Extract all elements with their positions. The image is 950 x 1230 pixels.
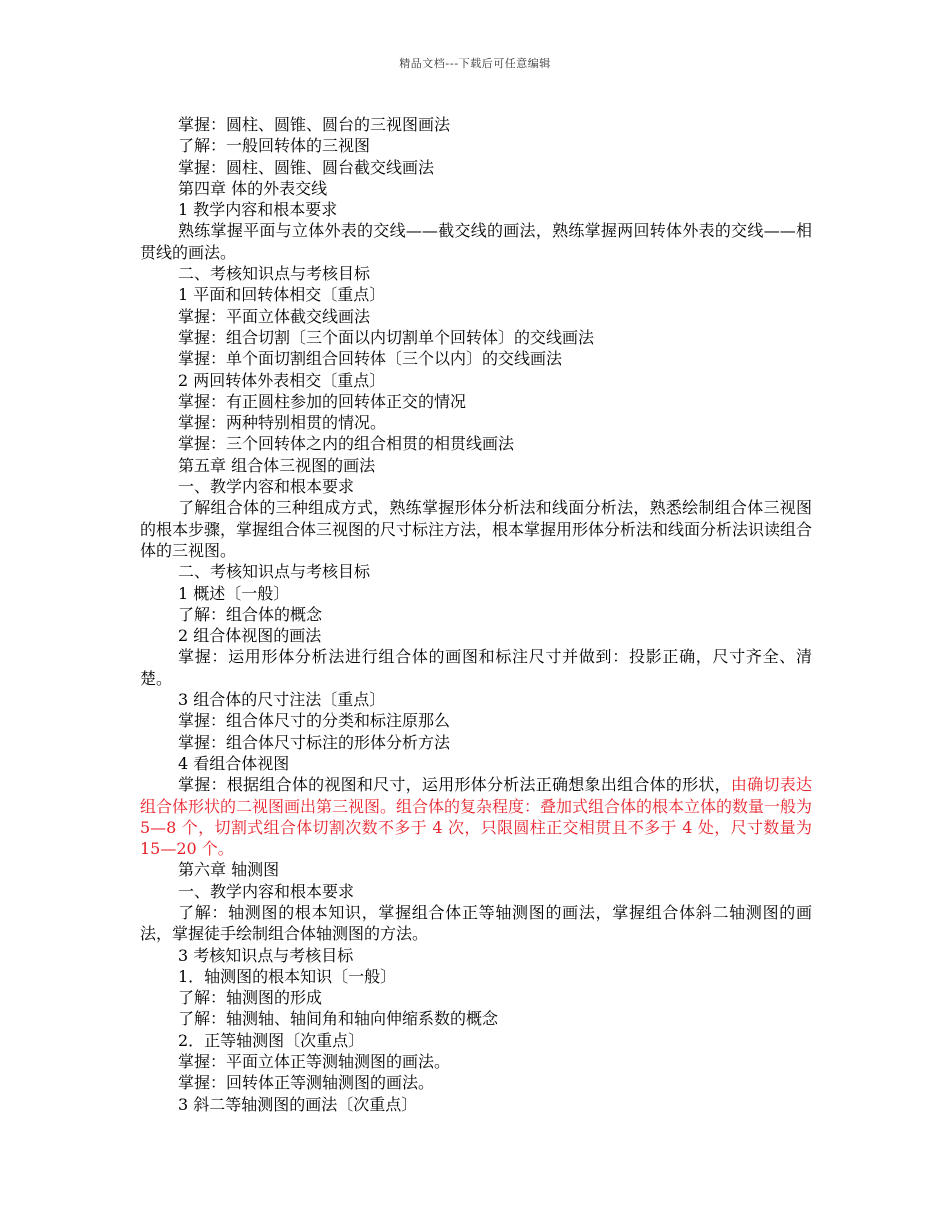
section-heading: 1 教学内容和根本要求	[178, 200, 338, 220]
text-line: 掌握：组合体尺寸的分类和标注原那么	[178, 711, 451, 731]
text-line: 掌握：圆柱、圆锥、圆台的三视图画法	[178, 115, 451, 134]
section-heading: 3 考核知识点与考核目标	[178, 945, 354, 965]
chapter-heading: 第六章 轴测图	[178, 860, 280, 880]
text-line: 了解：一般回转体的三视图	[178, 136, 371, 156]
text-line: 了解：组合体的概念	[178, 604, 323, 624]
text-line: 掌握：组合体尺寸标注的形体分析方法	[178, 732, 451, 752]
section-heading: 一、教学内容和根本要求	[178, 477, 355, 497]
paragraph-text: 掌握：根据组合体的视图和尺寸，运用形体分析法正确想象出组合体的形状，	[178, 775, 731, 795]
subsection-heading: 1 概述〔一般〕	[178, 583, 290, 603]
paragraph-mixed	[140, 774, 812, 859]
text-line: 掌握：回转体正等测轴测图的画法。	[178, 1073, 435, 1093]
text-line: 掌握：有正圆柱参加的回转体正交的情况	[178, 391, 467, 411]
subsection-heading: 1 平面和回转体相交〔重点〕	[178, 285, 386, 305]
text-line: 掌握：单个面切割组合回转体〔三个以内〕的交线画法	[178, 349, 563, 369]
subsection-heading: 2．正等轴测图〔次重点〕	[178, 1030, 365, 1050]
paragraph: 了解组合体的三种组成方式，熟练掌握形体分析法和线面分析法，熟悉绘制组合体三视图的根本步骤，掌握组合体三视图的尺寸标注方法，根本掌握用形体分析法和线面分析法识读组合体的三视图。	[140, 498, 813, 560]
subsection-heading: 3 斜二等轴测图的画法〔次重点〕	[178, 1094, 418, 1114]
document-body	[140, 114, 812, 1115]
chapter-heading: 第五章 组合体三视图的画法	[178, 455, 376, 475]
text-line: 掌握：平面立体正等测轴测图的画法。	[178, 1052, 451, 1072]
subsection-heading: 4 看组合体视图	[178, 753, 290, 773]
text-line: 掌握：平面立体截交线画法	[178, 306, 371, 326]
subsection-heading: 2 组合体视图的画法	[178, 626, 322, 646]
text-line: 掌握：两种特别相贯的情况。	[178, 413, 387, 433]
section-heading: 二、考核知识点与考核目标	[178, 562, 371, 582]
subsection-heading: 3 组合体的尺寸注法〔重点〕	[178, 690, 386, 710]
subsection-heading: 1．轴测图的根本知识〔一般〕	[178, 966, 397, 986]
text-line: 掌握：组合切割〔三个面以内切割单个回转体〕的交线画法	[178, 327, 595, 347]
text-line: 掌握：三个回转体之内的组合相贯的相贯线画法	[178, 434, 515, 454]
paragraph: 熟练掌握平面与立体外表的交线——截交线的画法，熟练掌握两回转体外表的交线——相贯线的画法。	[140, 221, 812, 262]
paragraph: 了解：轴测图的根本知识，掌握组合体正等轴测图的画法，掌握组合体斜二轴测图的画法，掌握徒手绘制组合体轴测图的方法。	[140, 902, 812, 944]
text-line: 了解：轴测图的形成	[178, 988, 323, 1008]
page-header: 精品文档---下载后可任意编辑	[399, 57, 551, 70]
subsection-heading: 2 两回转体外表相交〔重点〕	[178, 370, 386, 390]
highlighted-text: 由确切表达组合体形状的二视图画出第三视图。组合体的复杂程度：叠加式组合体的根本立体的数量一般为 5—8 个，切割式组合体切割次数不多于 4 次，只限圆柱正交相贯且不多于 4 处，尺寸数量为 15—20 个。	[140, 775, 813, 859]
text-line: 了解：轴测轴、轴间角和轴向伸缩系数的概念	[178, 1009, 499, 1029]
text-line: 掌握：圆柱、圆锥、圆台截交线画法	[178, 157, 435, 177]
paragraph: 掌握：运用形体分析法进行组合体的画图和标注尺寸并做到：投影正确，尺寸齐全、清楚。	[140, 647, 812, 688]
section-heading: 二、考核知识点与考核目标	[178, 264, 371, 284]
chapter-heading: 第四章 体的外表交线	[178, 178, 328, 198]
section-heading: 一、教学内容和根本要求	[178, 881, 355, 901]
